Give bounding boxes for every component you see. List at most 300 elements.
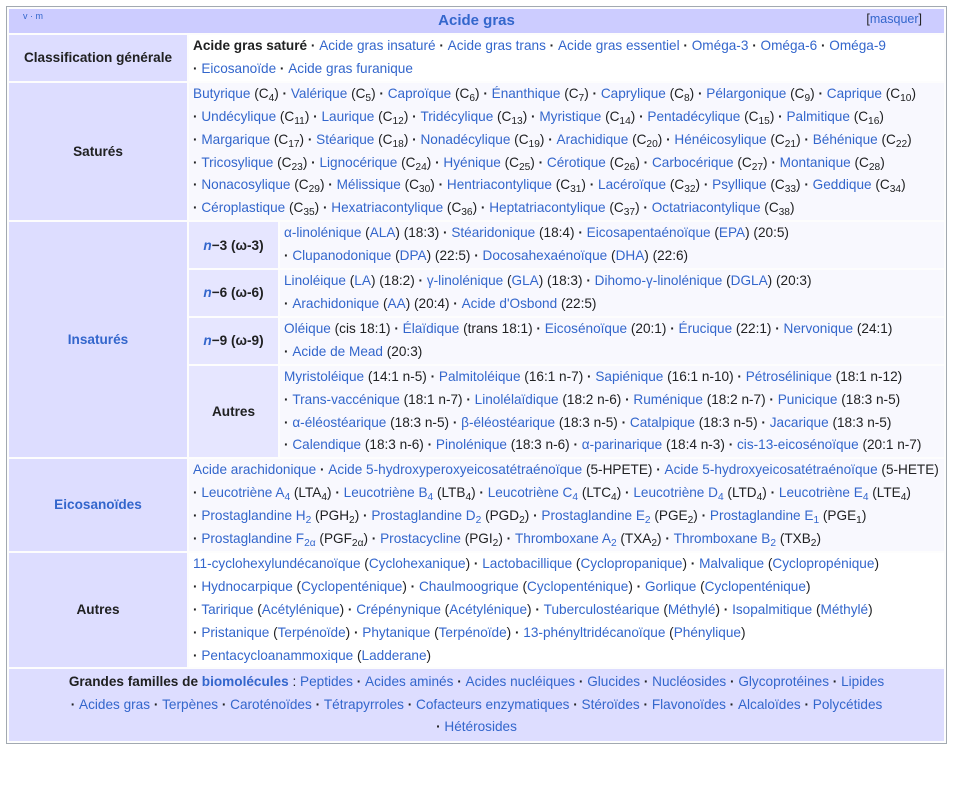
link-thromboxane-b[interactable]: Thromboxane $B_2$	[673, 531, 777, 550]
link-acide-arachidonique[interactable]: Acide arachidonique	[193, 462, 317, 478]
link-heptatriacontylique[interactable]: Heptatriacontylique	[489, 200, 606, 216]
link-arachidonique[interactable]: Arachidonique	[292, 295, 380, 311]
hide-link[interactable]: masquer	[869, 12, 919, 26]
link-acide-gras-trans[interactable]: Acide gras trans	[447, 38, 546, 53]
kind-methyle[interactable]: Méthylé	[667, 601, 716, 617]
link-leucotriene-c[interactable]: Leucotriène $C_4$	[487, 485, 579, 504]
classification-item	[683, 38, 748, 53]
ratio-note: (18:3 n-6)	[506, 437, 570, 453]
ratio-note: (18:3 n-5)	[837, 391, 901, 407]
eicosanoid-abbr: (PGD	[481, 508, 520, 524]
other-acid-item: · Hydnocarpique (Cyclopenténique)	[193, 579, 407, 594]
link-laceroique[interactable]: Lacéroïque	[598, 177, 667, 193]
link-eleostearique[interactable]: α-éléostéarique	[292, 414, 387, 430]
unsaturated-item	[622, 415, 758, 430]
ratio-note: (18:3 n-5)	[386, 414, 450, 430]
kind-cyclohexanique[interactable]: Cyclohexanique	[368, 555, 466, 571]
link-pelargonique[interactable]: Pélargonique	[706, 85, 787, 101]
link-rumenique[interactable]: Ruménique	[633, 391, 703, 407]
footer-item	[644, 674, 726, 689]
link-caprylique[interactable]: Caprylique	[600, 85, 666, 101]
link-lignocerique[interactable]: Lignocérique	[319, 154, 398, 170]
link-polycetides[interactable]: Polycétides	[812, 696, 883, 712]
saturated-item: · Psyllique $(C_{33})$	[704, 177, 801, 192]
link-cofacteurs-enzymatiques[interactable]: Cofacteurs enzymatiques	[416, 696, 570, 712]
link-acide-gras-essentiel[interactable]: Acide gras essentiel	[557, 38, 680, 53]
footer-colon: :	[288, 674, 297, 690]
subscript: 4	[321, 492, 328, 504]
unsaturated-item	[466, 392, 621, 407]
carbon-count: 9	[804, 92, 811, 104]
link-13-phenyltridecanoique[interactable]: 13-phényltridécanoïque	[523, 624, 666, 640]
footer-item	[833, 674, 884, 689]
ratio-note: (22:5)	[431, 248, 471, 264]
subgroup-n-link[interactable]: n	[203, 285, 212, 301]
link-stearidonique[interactable]: Stéaridonique	[451, 225, 536, 241]
link-myristique[interactable]: Myristique	[539, 108, 602, 124]
link-valerique[interactable]: Valérique	[290, 85, 348, 101]
unsaturated-item	[428, 437, 570, 452]
link-acides-amines[interactable]: Acides aminés	[365, 674, 454, 690]
link-leucotriene-a[interactable]: Leucotriène $A_4$	[201, 485, 291, 504]
link-leucotriene-d[interactable]: Leucotriène $D_4$	[633, 485, 724, 504]
eicosanoid-abbr: (PGE	[819, 508, 857, 524]
carbon-count: 16	[868, 115, 880, 127]
eicosanoid-item: · Leucotriène $B_4$ $(LTB_4)$	[335, 485, 475, 500]
link-acide-gras-furanique[interactable]: Acide gras furanique	[288, 60, 413, 76]
ratio-note: (18:1 n-12)	[831, 368, 903, 384]
navbox-title[interactable]: Acide gras	[438, 12, 515, 29]
eicosanoid-item: · Thromboxane $B_2$ $(TXB_2)$	[665, 531, 821, 546]
hide-toggle[interactable]: [masquer]	[866, 12, 922, 26]
link-eleostearique[interactable]: β-éléostéarique	[461, 414, 556, 430]
abbr-la[interactable]: LA	[354, 273, 371, 289]
link-prostacycline[interactable]: Prostacycline	[380, 531, 461, 547]
link-undecylique[interactable]: Undécylique	[201, 108, 277, 124]
row-satures	[9, 83, 944, 220]
kind-terpenoide[interactable]: Terpénoïde	[438, 624, 507, 640]
subscript: 2	[770, 538, 777, 550]
link-margarique[interactable]: Margarique	[201, 131, 271, 147]
saturated-item: Butyrique $(C_4)$	[193, 85, 279, 104]
link-leucotriene-b[interactable]: Leucotriène $B_4$	[343, 485, 434, 504]
carbon-count: 8	[683, 92, 690, 104]
subscript: 4	[756, 492, 763, 504]
subgroup-list	[280, 318, 944, 364]
ratio-note: (20:1)	[627, 320, 667, 336]
link-linolenique[interactable]: γ-linolénique	[426, 273, 504, 289]
carbon-count: 10	[900, 92, 912, 104]
eicosanoid-abbr: (PGE	[650, 508, 688, 524]
link-crepenynique[interactable]: Crépénynique	[356, 601, 441, 617]
link-eicosanoide[interactable]: Eicosanoïde	[201, 60, 277, 76]
other-acid-item: 11-cyclohexylundécanoïque (Cyclohexanique)	[193, 555, 471, 571]
link-acide-d-osbond[interactable]: Acide d'Osbond	[461, 295, 558, 311]
saturated-item: · Geddique $(C_{34})$	[804, 177, 905, 192]
link-punicique[interactable]: Punicique	[777, 391, 838, 407]
link-montanique[interactable]: Montanique	[779, 154, 851, 170]
eicosanoid-item: · Prostaglandine $H_2$ $(PGH_2)$	[193, 508, 359, 523]
unsaturated-item	[769, 392, 900, 407]
row-eicosanoides	[9, 459, 944, 551]
kind-acetylenique[interactable]: Acétylénique	[449, 601, 528, 617]
carbon-count: 21	[784, 138, 797, 150]
subscript: 4	[427, 492, 434, 504]
kind-ladderane[interactable]: Ladderane	[361, 647, 427, 663]
link-pristanique[interactable]: Pristanique	[201, 624, 270, 640]
link-parinarique[interactable]: α-parinarique	[581, 437, 663, 453]
link-psyllique[interactable]: Psyllique	[712, 177, 767, 193]
kind-cyclopentenique[interactable]: Cyclopenténique	[527, 578, 629, 594]
footer-item	[316, 697, 404, 712]
carbon-count: 20	[646, 138, 658, 150]
link-hexatriacontylique[interactable]: Hexatriacontylique	[331, 200, 444, 216]
subgroup-label	[189, 270, 278, 316]
carbon-count: 22	[895, 138, 908, 150]
link-terpenes[interactable]: Terpènes	[162, 696, 219, 712]
saturated-item: · Myristique $(C_{14})$	[531, 109, 635, 124]
link-sapienique[interactable]: Sapiénique	[595, 368, 664, 384]
abbr-dgla[interactable]: DGLA	[730, 273, 768, 289]
kind-cyclopentenique[interactable]: Cyclopenténique	[301, 578, 403, 594]
unsaturated-item: Linoléique (LA) (18:2)	[284, 273, 415, 289]
classification-item	[752, 38, 817, 53]
abbr-gla[interactable]: GLA	[511, 273, 539, 289]
carbon-count: 23	[291, 161, 303, 173]
link-lipides[interactable]: Lipides	[841, 674, 885, 690]
ratio-note: (24:1)	[853, 320, 893, 336]
eicosanoid-item: · Prostaglandine $E_1$ $(PGE_1)$	[702, 508, 867, 523]
link-acide-5-hydroxyeicosatetraenoique[interactable]: Acide 5-hydroxyeicosatétraénoïque	[664, 462, 878, 478]
link-heneicosylique[interactable]: Hénéicosylique	[674, 131, 767, 147]
link-tuberculostearique[interactable]: Tuberculostéarique	[543, 601, 660, 617]
saturated-item: · Lignocérique $(C_{24})$	[311, 155, 431, 170]
link-11-cyclohexylundecanoique[interactable]: 11-cyclohexylundécanoïque	[193, 555, 361, 571]
carbon-count: 37	[623, 207, 636, 219]
group-label-satures: Saturés	[9, 83, 187, 220]
ratio-note: (14:1 n-5)	[364, 368, 427, 384]
kind-cyclopropanique[interactable]: Cyclopropanique	[580, 555, 683, 571]
unsaturated-item: · Dihomo-γ-linolénique (DGLA) (20:3)	[586, 273, 811, 288]
link-cis-13-eicosenoique[interactable]: cis-13-eicosénoïque	[737, 437, 859, 453]
footer-item	[408, 697, 570, 712]
saturated-item: · Caproïque $(C_6)$	[379, 86, 479, 101]
kind-methyle[interactable]: Méthylé	[820, 601, 869, 617]
saturated-item: · Énanthique $(C_7)$	[483, 86, 588, 101]
other-acid-item: · Phytanique (Terpénoïde)	[354, 625, 511, 640]
ratio-note: (20:3)	[772, 273, 812, 289]
saturated-item: · Tridécylique $(C_{13})$	[412, 109, 527, 124]
abbr-dha[interactable]: DHA	[615, 248, 645, 264]
kind-cyclopropenique[interactable]: Cyclopropénique	[772, 555, 875, 571]
unsaturated-item	[729, 437, 922, 452]
link-linoleique[interactable]: Linoléique	[284, 273, 346, 289]
row-classification	[9, 35, 944, 81]
unsaturated-item	[431, 369, 584, 384]
abbr-aa[interactable]: AA	[387, 295, 406, 311]
link-acide-5-hydroxyperoxyeicosatetraenoique[interactable]: Acide 5-hydroxyperoxyeicosatétraénoïque	[328, 462, 583, 478]
link-steroides[interactable]: Stéroïdes	[581, 696, 640, 712]
ratio-note: (20:5)	[749, 225, 789, 241]
classification-item	[193, 61, 276, 76]
abbr-ala[interactable]: ALA	[369, 225, 396, 241]
ratio-note: (18:3)	[543, 273, 583, 289]
subscript: 4	[465, 492, 472, 504]
link-omega-9[interactable]: Oméga-9	[829, 38, 886, 53]
saturated-item: · Margarique $(C_{17})$	[193, 132, 304, 147]
saturated-item: · Tricosylique $(C_{23})$	[193, 155, 307, 170]
link-trans-vaccenique[interactable]: Trans-vaccénique	[292, 391, 400, 407]
link-omega-6[interactable]: Oméga-6	[760, 38, 818, 53]
link-stearique[interactable]: Stéarique	[316, 131, 375, 147]
carbon-count: 36	[461, 207, 473, 219]
link-petroselinique[interactable]: Pétrosélinique	[745, 368, 832, 384]
carbon-count: 26	[624, 161, 636, 173]
unsaturated-item	[573, 437, 724, 452]
link-taririque[interactable]: Taririque	[201, 601, 254, 617]
link-eicosenoique[interactable]: Eicosénoïque	[544, 320, 628, 336]
link-carotenoides[interactable]: Caroténoïdes	[230, 696, 312, 712]
ratio-note: (18:2 n-6)	[558, 391, 622, 407]
link-pentacycloanammoxique[interactable]: Pentacycloanammoxique	[201, 647, 354, 663]
classification-item	[280, 61, 413, 76]
link-acide-gras-insature[interactable]: Acide gras insaturé	[319, 38, 436, 53]
footer-item	[154, 697, 218, 712]
link-arachidique[interactable]: Arachidique	[556, 131, 629, 147]
link-geddique[interactable]: Geddique	[812, 177, 872, 193]
ratio-note: (18:3 n-5)	[828, 414, 892, 430]
ratio-note: (22:5)	[557, 295, 597, 311]
list-classification	[189, 35, 944, 81]
subgroup-n-link[interactable]: n	[203, 237, 212, 253]
list-autres	[189, 553, 944, 668]
other-acid-item: · 13-phényltridécanoïque (Phénylique)	[515, 625, 746, 640]
link-calendique[interactable]: Calendique	[292, 437, 362, 453]
link-tetrapyrroles[interactable]: Tétrapyrroles	[323, 696, 404, 712]
insatures-subrow	[189, 222, 944, 268]
saturated-item: · Caprique $(C_{10})$	[818, 86, 915, 101]
carbon-count: 5	[365, 92, 372, 104]
other-acid-item: · Pentacycloanammoxique (Ladderane)	[193, 648, 431, 663]
eicosanoid-abbr: (LTB	[433, 485, 466, 501]
link-laurique[interactable]: Laurique	[321, 108, 375, 124]
ratio-note: (20:1 n-7)	[858, 437, 922, 453]
link-jacarique[interactable]: Jacarique	[769, 414, 829, 430]
other-acid-item: · Tuberculostéarique (Méthylé)	[535, 602, 720, 617]
link-gorlique[interactable]: Gorlique	[644, 578, 697, 594]
link-butyrique[interactable]: Butyrique	[193, 85, 251, 101]
classification-item	[193, 38, 307, 53]
carbon-count: 12	[392, 115, 404, 127]
link-eicosapentaenoique[interactable]: Eicosapentaénoïque	[586, 225, 711, 241]
link-flavonoides[interactable]: Flavonoïdes	[651, 696, 726, 712]
link-prostaglandine-e[interactable]: Prostaglandine $E_2$	[541, 508, 651, 527]
link-tridecylique[interactable]: Tridécylique	[420, 108, 494, 124]
ratio-note: (18:3)	[399, 225, 440, 241]
kind-cyclopentenique[interactable]: Cyclopenténique	[704, 578, 806, 594]
carbon-count: 34	[889, 184, 902, 196]
navbox-title-bar	[9, 9, 944, 33]
link-palmitoleique[interactable]: Palmitoléique	[438, 368, 521, 384]
eicosanoid-abbr: (PGH	[311, 508, 350, 524]
kind-acetylenique[interactable]: Acétylénique	[261, 601, 340, 617]
saturated-item: · Nonadécylique $(C_{19})$	[412, 132, 544, 147]
footer-item	[730, 697, 801, 712]
link-clupanodonique[interactable]: Clupanodonique	[292, 248, 392, 264]
subscript: 4	[862, 492, 869, 504]
list-eicosanoides	[189, 459, 944, 551]
link-alcaloides[interactable]: Alcaloïdes	[737, 696, 801, 712]
ratio-note: (18:3 n-6)	[361, 437, 424, 453]
footer-item	[357, 674, 454, 689]
insatures-subgroups	[189, 222, 944, 457]
unsaturated-item	[737, 369, 902, 384]
unsaturated-item	[284, 437, 424, 452]
footer-label: Grandes familles de	[68, 674, 199, 690]
ratio-note: (16:1 n-7)	[520, 368, 584, 384]
group-label-eicosanoides[interactable]: Eicosanoïdes	[9, 459, 187, 551]
row-autres	[9, 553, 944, 668]
link-thromboxane-a[interactable]: Thromboxane $A_2$	[514, 531, 617, 550]
link-ceroplastique[interactable]: Céroplastique	[201, 200, 286, 216]
link-prostaglandine-h[interactable]: Prostaglandine $H_2$	[201, 508, 312, 527]
link-prostaglandine-e[interactable]: Prostaglandine $E_1$	[709, 508, 820, 527]
group-label-insatures[interactable]: Insaturés	[9, 222, 187, 457]
link-malvalique[interactable]: Malvalique	[699, 555, 765, 571]
unsaturated-item	[775, 321, 892, 336]
ratio-note: (trans 18:1)	[459, 320, 533, 336]
link-glycoproteines[interactable]: Glycoprotéines	[738, 674, 829, 690]
carbon-count: 18	[392, 138, 404, 150]
group-label-classification: Classification générale	[9, 35, 187, 81]
link-prostaglandine-d[interactable]: Prostaglandine $D_2$	[371, 508, 482, 527]
footer-item	[71, 697, 150, 712]
link-myristoleique[interactable]: Myristoléique	[284, 368, 365, 384]
link-pentadecylique[interactable]: Pentadécylique	[647, 108, 741, 124]
ratio-note: (18:4 n-3)	[662, 437, 725, 453]
link-palmitique[interactable]: Palmitique	[786, 108, 850, 124]
carbon-count: 28	[868, 161, 881, 173]
carbon-count: 30	[418, 184, 431, 196]
carbon-count: 4	[268, 92, 275, 104]
link-octatriacontylique[interactable]: Octatriacontylique	[651, 200, 761, 216]
saturated-item: · Lacéroïque $(C_{32})$	[590, 177, 700, 192]
link-hyenique[interactable]: Hyénique	[443, 154, 501, 170]
link-linolelaidique[interactable]: Linolélaïdique	[474, 391, 559, 407]
unsaturated-item	[761, 415, 891, 430]
link-acides-gras[interactable]: Acides gras	[79, 696, 151, 712]
link-omega-3[interactable]: Oméga-3	[691, 38, 749, 53]
saturated-item: · Hexatriacontylique $(C_{36})$	[323, 200, 477, 215]
footer-item	[457, 674, 575, 689]
row-insatures	[9, 222, 944, 457]
link-elaidique[interactable]: Élaïdique	[402, 320, 460, 336]
link-catalpique[interactable]: Catalpique	[629, 414, 695, 430]
link-nucleosides[interactable]: Nucléosides	[652, 674, 727, 690]
eicosanoid-abbr: (TXA	[616, 531, 652, 547]
link-acides-nucleiques[interactable]: Acides nucléiques	[465, 674, 576, 690]
saturated-item: · Béhénique $(C_{22})$	[804, 132, 911, 147]
link-isopalmitique[interactable]: Isopalmitique	[732, 601, 813, 617]
link-hentriacontylique[interactable]: Hentriacontylique	[446, 177, 552, 193]
abbr-dpa[interactable]: DPA	[399, 248, 427, 264]
unsaturated-item	[284, 369, 427, 384]
link-leucotriene-e[interactable]: Leucotriène $E_4$	[778, 485, 869, 504]
link-chaulmoogrique[interactable]: Chaulmoogrique	[418, 578, 519, 594]
link-enanthique[interactable]: Énanthique	[491, 85, 561, 101]
view-edit-links[interactable]: v · m	[23, 11, 43, 21]
subgroup-n-link[interactable]: n	[203, 333, 212, 349]
footer-biomolecules-link[interactable]: biomolécules	[201, 674, 289, 690]
eicosanoid-abbr: (5-HETE)	[877, 462, 939, 478]
ratio-note: (18:1 n-7)	[399, 391, 463, 407]
link-pinolenique[interactable]: Pinolénique	[435, 437, 507, 453]
link-erucique[interactable]: Érucique	[678, 320, 733, 336]
link-cerotique[interactable]: Cérotique	[546, 154, 606, 170]
link-tricosylique[interactable]: Tricosylique	[201, 154, 274, 170]
abbr-epa[interactable]: EPA	[718, 225, 746, 241]
carbon-count: 11	[294, 115, 305, 127]
other-acid-item: · Crépénynique (Acétylénique)	[348, 602, 532, 617]
unsaturated-item	[625, 392, 766, 407]
link-lactobacillique[interactable]: Lactobacillique	[482, 555, 573, 571]
link-glucides[interactable]: Glucides	[587, 674, 641, 690]
eicosanoid-item: · Prostaglandine $E_2$ $(PGE_2)$	[533, 508, 698, 523]
unsaturated-item	[453, 296, 596, 311]
link-caproique[interactable]: Caproïque	[387, 85, 452, 101]
link-phytanique[interactable]: Phytanique	[362, 624, 431, 640]
unsaturated-item	[443, 225, 575, 240]
link-linolenique[interactable]: α-linolénique	[284, 225, 362, 241]
link-docosahexaenoique[interactable]: Docosahexaénoïque	[482, 248, 608, 264]
link-nonacosylique[interactable]: Nonacosylique	[201, 177, 291, 193]
footer-item	[579, 674, 640, 689]
saturated-item: · Montanique $(C_{28})$	[771, 155, 884, 170]
eicosanoid-item	[320, 462, 652, 477]
saturated-item: · Cérotique $(C_{26})$	[539, 155, 640, 170]
link-oleique[interactable]: Oléique	[284, 320, 331, 336]
link-hydnocarpique[interactable]: Hydnocarpique	[201, 578, 293, 594]
link-dihomo-linolenique[interactable]: Dihomo-γ-linolénique	[594, 273, 723, 289]
unsaturated-item	[587, 369, 734, 384]
link-nervonique[interactable]: Nervonique	[783, 320, 854, 336]
link-prostaglandine-f[interactable]: Prostaglandine $F_{2\alpha}$	[201, 531, 316, 550]
carbon-count: 32	[684, 184, 696, 196]
link-nonadecylique[interactable]: Nonadécylique	[420, 131, 511, 147]
subscript: 2	[349, 515, 355, 527]
carbon-count: 27	[751, 161, 764, 173]
link-melissique[interactable]: Mélissique	[336, 177, 401, 193]
carbon-count: 35	[303, 207, 315, 219]
kind-phenylique[interactable]: Phénylique	[673, 624, 741, 640]
link-behenique[interactable]: Béhénique	[812, 131, 878, 147]
subscript: 4	[611, 492, 617, 504]
carbon-count: 6	[469, 92, 475, 104]
footer-item	[300, 674, 353, 689]
link-carbocerique[interactable]: Carbocérique	[651, 154, 734, 170]
eicosanoid-item: · Prostaglandine $D_2$ $(PGD_2)$	[363, 508, 529, 523]
link-heterosides[interactable]: Hétérosides	[444, 719, 517, 735]
row-footer	[9, 669, 944, 741]
link-caprique[interactable]: Caprique	[826, 85, 882, 101]
link-acide-de-mead[interactable]: Acide de Mead	[292, 343, 383, 359]
link-peptides[interactable]: Peptides	[300, 674, 353, 690]
subscript: 2α	[351, 538, 364, 550]
footer-item	[222, 697, 312, 712]
ratio-note: (20:4)	[410, 295, 450, 311]
insatures-subrow	[189, 270, 944, 316]
kind-terpenoide[interactable]: Terpénoïde	[277, 624, 346, 640]
